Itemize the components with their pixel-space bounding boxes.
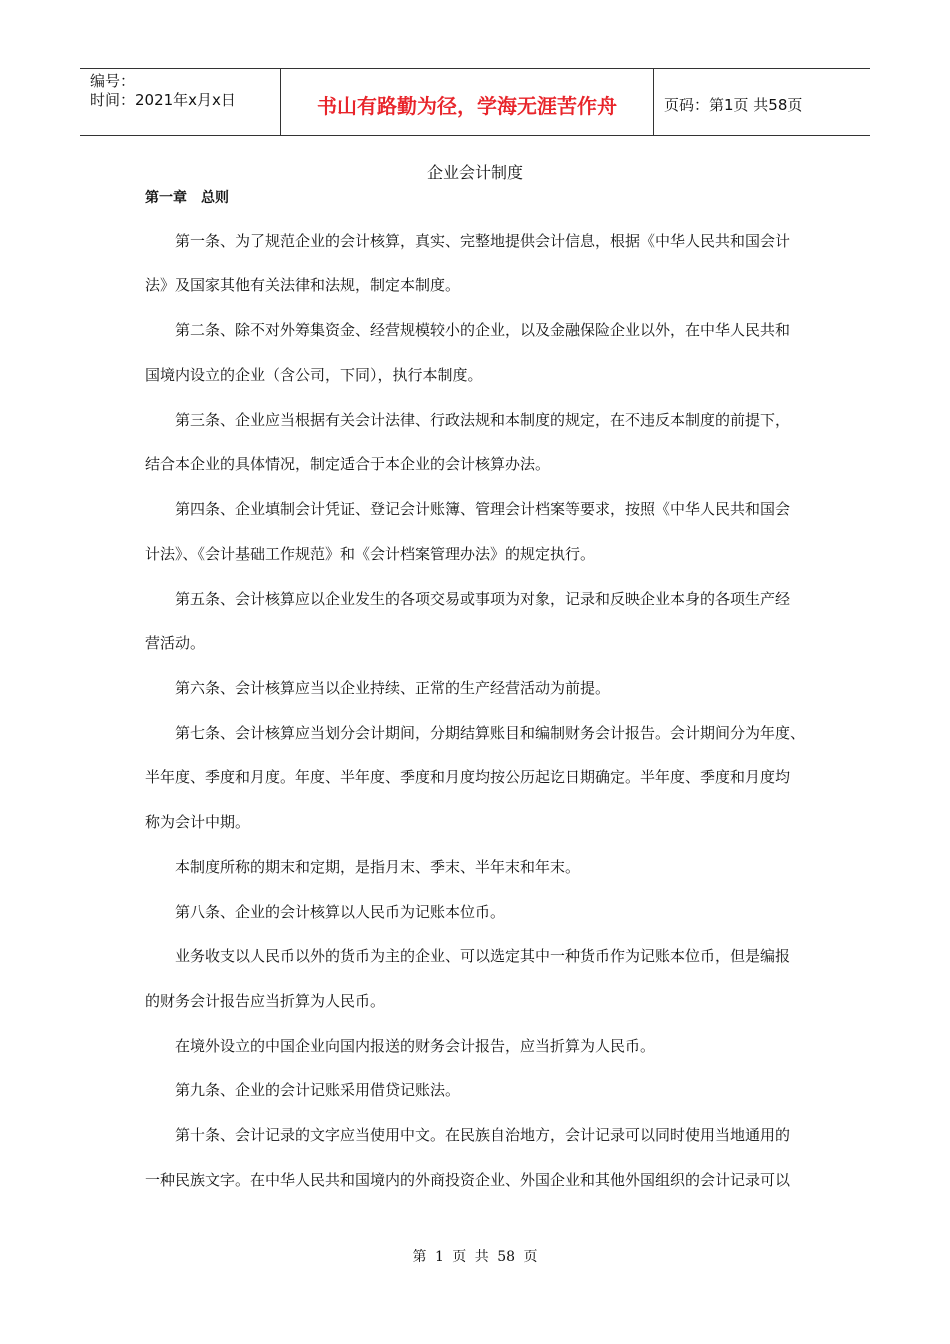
paragraph-line: 第八条、企业的会计核算以人民币为记账本位币。	[175, 903, 506, 921]
paragraph-line: 第四条、企业填制会计凭证、登记会计账簿、管理会计档案等要求，按照《中华人民共和国会	[175, 500, 791, 518]
paragraph-line: 计法》、《会计基础工作规范》和《会计档案管理办法》的规定执行。	[145, 545, 596, 563]
paragraph-line: 业务收支以人民币以外的货币为主的企业、可以选定其中一种货币作为记账本位币，但是编报	[175, 947, 791, 965]
paragraph-line: 第六条、会计核算应当以企业持续、正常的生产经营活动为前提。	[175, 679, 611, 697]
paragraph-line: 结合本企业的具体情况，制定适合于本企业的会计核算办法。	[145, 455, 551, 473]
document-title: 企业会计制度	[426, 163, 523, 182]
paragraph-line: 称为会计中期。	[145, 813, 251, 831]
paragraph-line: 本制度所称的期末和定期，是指月末、季末、半年末和年末。	[175, 858, 581, 876]
document-header	[80, 68, 870, 136]
time-label: 时间：2021年x月x日	[90, 91, 236, 109]
paragraph-line: 第二条、除不对外筹集资金、经营规模较小的企业，以及金融保险企业以外，在中华人民共和	[175, 321, 791, 339]
paragraph-line: 在境外设立的中国企业向国内报送的财务会计报告，应当折算为人民币。	[175, 1037, 656, 1055]
page-footer: 第 1 页 共 58 页	[412, 1249, 538, 1265]
paragraph-line: 第七条、会计核算应当划分会计期间，分期结算账目和编制财务会计报告。会计期间分为年度、	[175, 724, 806, 742]
header-page-info: 页码：第1页 共58页	[664, 95, 803, 114]
paragraph-line: 国境内设立的企业（含公司，下同），执行本制度。	[145, 366, 483, 384]
paragraph-line: 营活动。	[145, 634, 206, 652]
paragraph-line: 法》及国家其他有关法律和法规，制定本制度。	[145, 276, 461, 294]
header-motto: 书山有路勤为径，学海无涯苦作舟	[281, 69, 654, 135]
paragraph-line: 第三条、企业应当根据有关会计法律、行政法规和本制度的规定，在不违反本制度的前提下，	[175, 411, 791, 429]
paragraph-line: 第一条、为了规范企业的会计核算，真实、完整地提供会计信息，根据《中华人民共和国会计	[175, 232, 791, 250]
paragraph-line: 第十条、会计记录的文字应当使用中文。在民族自治地方，会计记录可以同时使用当地通用的	[175, 1126, 791, 1144]
paragraph-line: 半年度、季度和月度。年度、半年度、季度和月度均按公历起讫日期确定。半年度、季度和月度均	[145, 768, 791, 786]
number-label: 编号：	[90, 72, 136, 90]
paragraph-line: 第九条、企业的会计记账采用借贷记账法。	[175, 1081, 461, 1099]
paragraph-line: 的财务会计报告应当折算为人民币。	[145, 992, 386, 1010]
chapter-heading: 第一章 总则	[145, 190, 229, 206]
paragraph-line: 一种民族文字。在中华人民共和国境内的外商投资企业、外国企业和其他外国组织的会计记录可以	[145, 1171, 791, 1189]
paragraph-line: 第五条、会计核算应以企业发生的各项交易或事项为对象，记录和反映企业本身的各项生产经	[175, 590, 791, 608]
header-meta	[80, 69, 281, 135]
